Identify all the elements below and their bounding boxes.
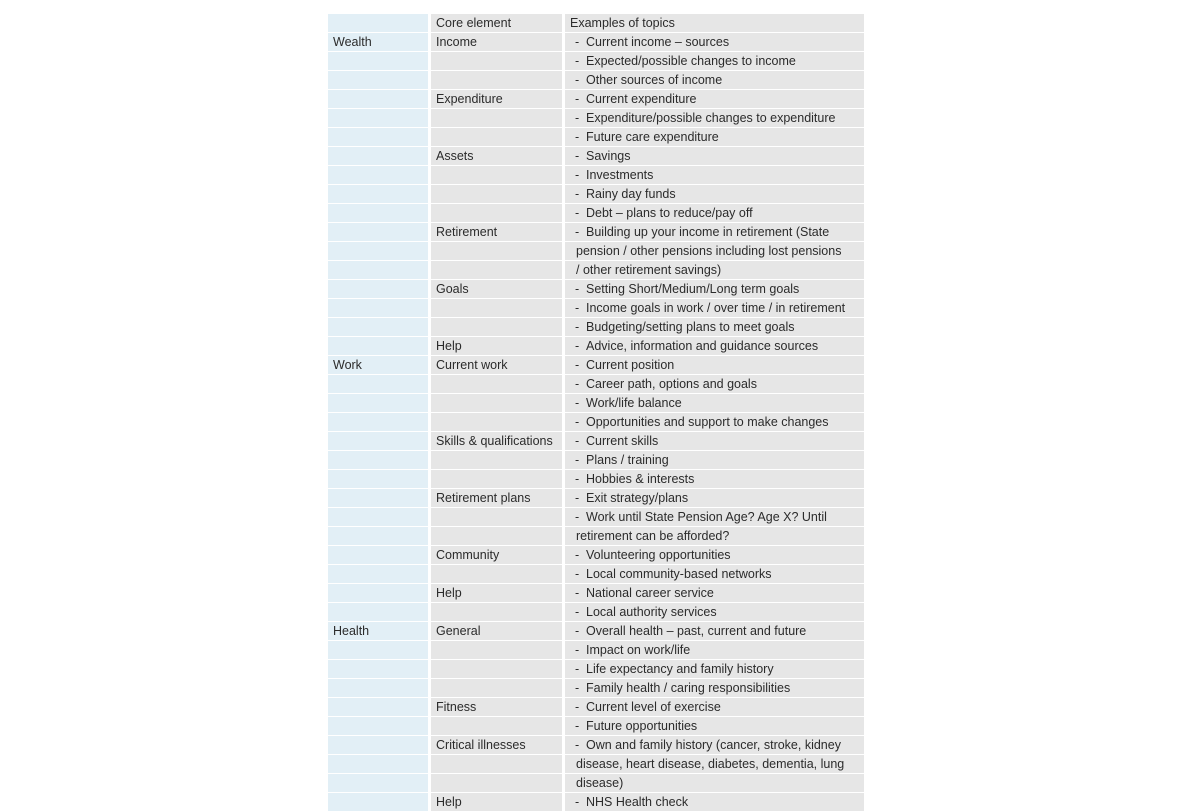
bullet-dash: - xyxy=(575,491,580,505)
topic-cell xyxy=(565,793,864,811)
topic-cell xyxy=(565,489,864,507)
topic-cell xyxy=(565,261,864,279)
core-element-cell: Retirement xyxy=(431,223,562,241)
table-row xyxy=(328,717,864,735)
section-cell xyxy=(328,299,428,317)
topic-text: NHS Health check xyxy=(586,795,689,809)
core-element-cell xyxy=(431,242,562,260)
topic-text: disease) xyxy=(576,776,624,790)
bullet-dash: - xyxy=(575,320,580,334)
section-cell xyxy=(328,432,428,450)
topic-cell xyxy=(565,394,864,412)
topic-text: Current expenditure xyxy=(586,92,697,106)
table-row xyxy=(328,755,864,773)
table-row xyxy=(328,337,864,355)
table-row xyxy=(328,546,864,564)
topic-text: Overall health – past, current and future xyxy=(586,624,807,638)
topic-cell xyxy=(565,185,864,203)
bullet-dash: - xyxy=(575,168,580,182)
topic-text: pension / other pensions including lost pensions xyxy=(576,244,842,258)
table-row xyxy=(328,71,864,89)
section-cell xyxy=(328,774,428,792)
topic-text: Savings xyxy=(586,149,631,163)
section-cell xyxy=(328,451,428,469)
section-cell xyxy=(328,584,428,602)
core-element-cell xyxy=(431,109,562,127)
table-row xyxy=(328,375,864,393)
core-element-cell xyxy=(431,660,562,678)
section-cell xyxy=(328,375,428,393)
section-cell xyxy=(328,166,428,184)
bullet-dash: - xyxy=(575,396,580,410)
topic-cell xyxy=(565,52,864,70)
core-element-cell: Assets xyxy=(431,147,562,165)
topic-text: Impact on work/life xyxy=(586,643,691,657)
topic-text: / other retirement savings) xyxy=(576,263,722,277)
table-row xyxy=(328,679,864,697)
section-cell xyxy=(328,318,428,336)
topic-cell xyxy=(565,375,864,393)
table-row xyxy=(328,641,864,659)
table-row xyxy=(328,698,864,716)
table-row xyxy=(328,109,864,127)
bullet-dash: - xyxy=(575,681,580,695)
table-row xyxy=(328,147,864,165)
table-row xyxy=(328,413,864,431)
table-row xyxy=(328,33,864,51)
table-row xyxy=(328,584,864,602)
section-cell xyxy=(328,185,428,203)
table-row xyxy=(328,318,864,336)
topic-cell xyxy=(565,71,864,89)
topic-text: Investments xyxy=(586,168,654,182)
section-cell xyxy=(328,337,428,355)
section-cell xyxy=(328,603,428,621)
core-element-cell: Expenditure xyxy=(431,90,562,108)
table-row xyxy=(328,508,864,526)
bullet-dash: - xyxy=(575,453,580,467)
topic-text: Debt – plans to reduce/pay off xyxy=(586,206,753,220)
topic-text: Current skills xyxy=(586,434,659,448)
topic-text: Current income – sources xyxy=(586,35,730,49)
topic-text: Setting Short/Medium/Long term goals xyxy=(586,282,800,296)
topic-text: Local authority services xyxy=(586,605,717,619)
topic-cell xyxy=(565,451,864,469)
table-row xyxy=(328,242,864,260)
core-element-cell xyxy=(431,261,562,279)
core-element-cell xyxy=(431,470,562,488)
core-element-cell xyxy=(431,641,562,659)
section-cell xyxy=(328,52,428,70)
core-element-cell xyxy=(431,717,562,735)
topic-cell xyxy=(565,337,864,355)
bullet-dash: - xyxy=(575,605,580,619)
topic-text: Plans / training xyxy=(586,453,669,467)
topic-cell xyxy=(565,470,864,488)
bullet-dash: - xyxy=(575,225,580,239)
core-element-cell xyxy=(431,166,562,184)
core-element-cell xyxy=(431,128,562,146)
bullet-dash: - xyxy=(575,624,580,638)
topic-text: Future care expenditure xyxy=(586,130,719,144)
bullet-dash: - xyxy=(575,35,580,49)
section-cell xyxy=(328,527,428,545)
core-element-cell xyxy=(431,527,562,545)
section-cell xyxy=(328,717,428,735)
topic-text: Family health / caring responsibilities xyxy=(586,681,791,695)
header-row xyxy=(328,14,864,32)
topic-text: Expected/possible changes to income xyxy=(586,54,796,68)
topic-cell xyxy=(565,90,864,108)
core-element-cell: Goals xyxy=(431,280,562,298)
table-row xyxy=(328,185,864,203)
topic-cell xyxy=(565,736,864,754)
bullet-dash: - xyxy=(575,377,580,391)
section-cell xyxy=(328,280,428,298)
topic-cell xyxy=(565,318,864,336)
topic-cell xyxy=(565,204,864,222)
topic-text: Own and family history (cancer, stroke, kidney xyxy=(586,738,841,752)
table-row xyxy=(328,166,864,184)
topic-text: Exit strategy/plans xyxy=(586,491,689,505)
section-cell xyxy=(328,394,428,412)
bullet-dash: - xyxy=(575,111,580,125)
core-element-cell: Skills & qualifications xyxy=(431,432,562,450)
topics-table xyxy=(328,14,864,812)
topic-cell xyxy=(565,546,864,564)
topic-cell xyxy=(565,660,864,678)
core-element-cell xyxy=(431,299,562,317)
bullet-dash: - xyxy=(575,54,580,68)
core-element-cell xyxy=(431,508,562,526)
table-row xyxy=(328,527,864,545)
section-cell xyxy=(328,679,428,697)
topic-text: Life expectancy and family history xyxy=(586,662,774,676)
topic-text: Other sources of income xyxy=(586,73,723,87)
section-cell xyxy=(328,736,428,754)
bullet-dash: - xyxy=(575,434,580,448)
table-row xyxy=(328,128,864,146)
topic-cell xyxy=(565,641,864,659)
topic-cell xyxy=(565,128,864,146)
core-element-cell xyxy=(431,375,562,393)
section-cell xyxy=(328,508,428,526)
core-element-cell xyxy=(431,394,562,412)
topic-text: National career service xyxy=(586,586,714,600)
core-element-cell xyxy=(431,52,562,70)
core-element-cell: Help xyxy=(431,337,562,355)
header-examples-of-topics: Examples of topics xyxy=(565,14,864,32)
topic-text: Budgeting/setting plans to meet goals xyxy=(586,320,795,334)
table-row xyxy=(328,394,864,412)
bullet-dash: - xyxy=(575,643,580,657)
table-row xyxy=(328,774,864,792)
topic-cell xyxy=(565,109,864,127)
topic-cell xyxy=(565,147,864,165)
bullet-dash: - xyxy=(575,73,580,87)
core-element-cell xyxy=(431,185,562,203)
core-element-cell xyxy=(431,451,562,469)
topic-text: Advice, information and guidance sources xyxy=(586,339,819,353)
section-label-health: Health xyxy=(328,622,428,640)
section-cell xyxy=(328,413,428,431)
section-cell xyxy=(328,71,428,89)
topic-cell xyxy=(565,280,864,298)
bullet-dash: - xyxy=(575,567,580,581)
section-cell xyxy=(328,128,428,146)
bullet-dash: - xyxy=(575,282,580,296)
core-element-cell xyxy=(431,413,562,431)
header-section-cell xyxy=(328,14,428,32)
section-cell xyxy=(328,660,428,678)
bullet-dash: - xyxy=(575,510,580,524)
header-core-element: Core element xyxy=(431,14,562,32)
bullet-dash: - xyxy=(575,700,580,714)
topic-cell xyxy=(565,679,864,697)
section-cell xyxy=(328,755,428,773)
table-row xyxy=(328,90,864,108)
table-row xyxy=(328,565,864,583)
table-row xyxy=(328,470,864,488)
topic-text: Work/life balance xyxy=(586,396,682,410)
table-row xyxy=(328,793,864,811)
core-element-cell xyxy=(431,679,562,697)
section-cell xyxy=(328,698,428,716)
section-label-wealth: Wealth xyxy=(328,33,428,51)
bullet-dash: - xyxy=(575,339,580,353)
topic-text: Building up your income in retirement (State xyxy=(586,225,830,239)
topic-cell xyxy=(565,242,864,260)
topic-text: Volunteering opportunities xyxy=(586,548,731,562)
bullet-dash: - xyxy=(575,738,580,752)
topic-cell xyxy=(565,223,864,241)
section-cell xyxy=(328,641,428,659)
topic-cell xyxy=(565,432,864,450)
bullet-dash: - xyxy=(575,130,580,144)
table-row xyxy=(328,736,864,754)
section-cell xyxy=(328,223,428,241)
section-cell xyxy=(328,546,428,564)
section-label-work: Work xyxy=(328,356,428,374)
table-row xyxy=(328,356,864,374)
topic-text: Rainy day funds xyxy=(586,187,676,201)
bullet-dash: - xyxy=(575,358,580,372)
topic-text: disease, heart disease, diabetes, dementia, lung xyxy=(576,757,845,771)
topic-cell xyxy=(565,584,864,602)
topic-text: Opportunities and support to make changes xyxy=(586,415,829,429)
bullet-dash: - xyxy=(575,415,580,429)
topic-cell xyxy=(565,774,864,792)
section-cell xyxy=(328,204,428,222)
topic-cell xyxy=(565,33,864,51)
topic-text: retirement can be afforded? xyxy=(576,529,730,543)
bullet-dash: - xyxy=(575,719,580,733)
table-row xyxy=(328,432,864,450)
topic-cell xyxy=(565,299,864,317)
core-element-cell: General xyxy=(431,622,562,640)
topic-cell xyxy=(565,603,864,621)
section-cell xyxy=(328,90,428,108)
topic-cell xyxy=(565,413,864,431)
topic-text: Future opportunities xyxy=(586,719,698,733)
core-element-cell: Fitness xyxy=(431,698,562,716)
bullet-dash: - xyxy=(575,662,580,676)
core-element-cell: Community xyxy=(431,546,562,564)
topic-text: Work until State Pension Age? Age X? Until xyxy=(586,510,827,524)
topic-cell xyxy=(565,527,864,545)
topic-text: Hobbies & interests xyxy=(586,472,695,486)
table-row xyxy=(328,299,864,317)
bullet-dash: - xyxy=(575,149,580,163)
table-row xyxy=(328,660,864,678)
table-row xyxy=(328,204,864,222)
core-element-cell: Income xyxy=(431,33,562,51)
section-cell xyxy=(328,261,428,279)
table-row xyxy=(328,261,864,279)
topic-text: Current level of exercise xyxy=(586,700,721,714)
bullet-dash: - xyxy=(575,586,580,600)
core-element-cell xyxy=(431,565,562,583)
bullet-dash: - xyxy=(575,548,580,562)
core-element-cell: Help xyxy=(431,793,562,811)
topic-cell xyxy=(565,698,864,716)
topic-text: Expenditure/possible changes to expenditure xyxy=(586,111,836,125)
section-cell xyxy=(328,147,428,165)
core-element-cell: Retirement plans xyxy=(431,489,562,507)
section-cell xyxy=(328,565,428,583)
topic-cell xyxy=(565,565,864,583)
table-row xyxy=(328,223,864,241)
table-row xyxy=(328,451,864,469)
core-element-cell: Help xyxy=(431,584,562,602)
table-row xyxy=(328,603,864,621)
table-row xyxy=(328,489,864,507)
section-cell xyxy=(328,109,428,127)
core-element-cell xyxy=(431,774,562,792)
topic-cell xyxy=(565,166,864,184)
topic-cell xyxy=(565,356,864,374)
bullet-dash: - xyxy=(575,206,580,220)
section-cell xyxy=(328,793,428,811)
bullet-dash: - xyxy=(575,187,580,201)
topic-text: Current position xyxy=(586,358,675,372)
bullet-dash: - xyxy=(575,92,580,106)
table-row xyxy=(328,52,864,70)
core-element-cell xyxy=(431,71,562,89)
topic-cell xyxy=(565,622,864,640)
section-cell xyxy=(328,470,428,488)
topic-cell xyxy=(565,508,864,526)
topic-text: Local community-based networks xyxy=(586,567,772,581)
core-element-cell xyxy=(431,318,562,336)
core-element-cell xyxy=(431,204,562,222)
table-row xyxy=(328,280,864,298)
core-element-cell: Current work xyxy=(431,356,562,374)
topic-text: Income goals in work / over time / in retirement xyxy=(586,301,846,315)
core-element-cell xyxy=(431,755,562,773)
section-cell xyxy=(328,242,428,260)
bullet-dash: - xyxy=(575,301,580,315)
table-row xyxy=(328,622,864,640)
core-element-cell: Critical illnesses xyxy=(431,736,562,754)
topic-text: Career path, options and goals xyxy=(586,377,757,391)
core-element-cell xyxy=(431,603,562,621)
topic-cell xyxy=(565,717,864,735)
topic-cell xyxy=(565,755,864,773)
section-cell xyxy=(328,489,428,507)
bullet-dash: - xyxy=(575,472,580,486)
bullet-dash: - xyxy=(575,795,580,809)
